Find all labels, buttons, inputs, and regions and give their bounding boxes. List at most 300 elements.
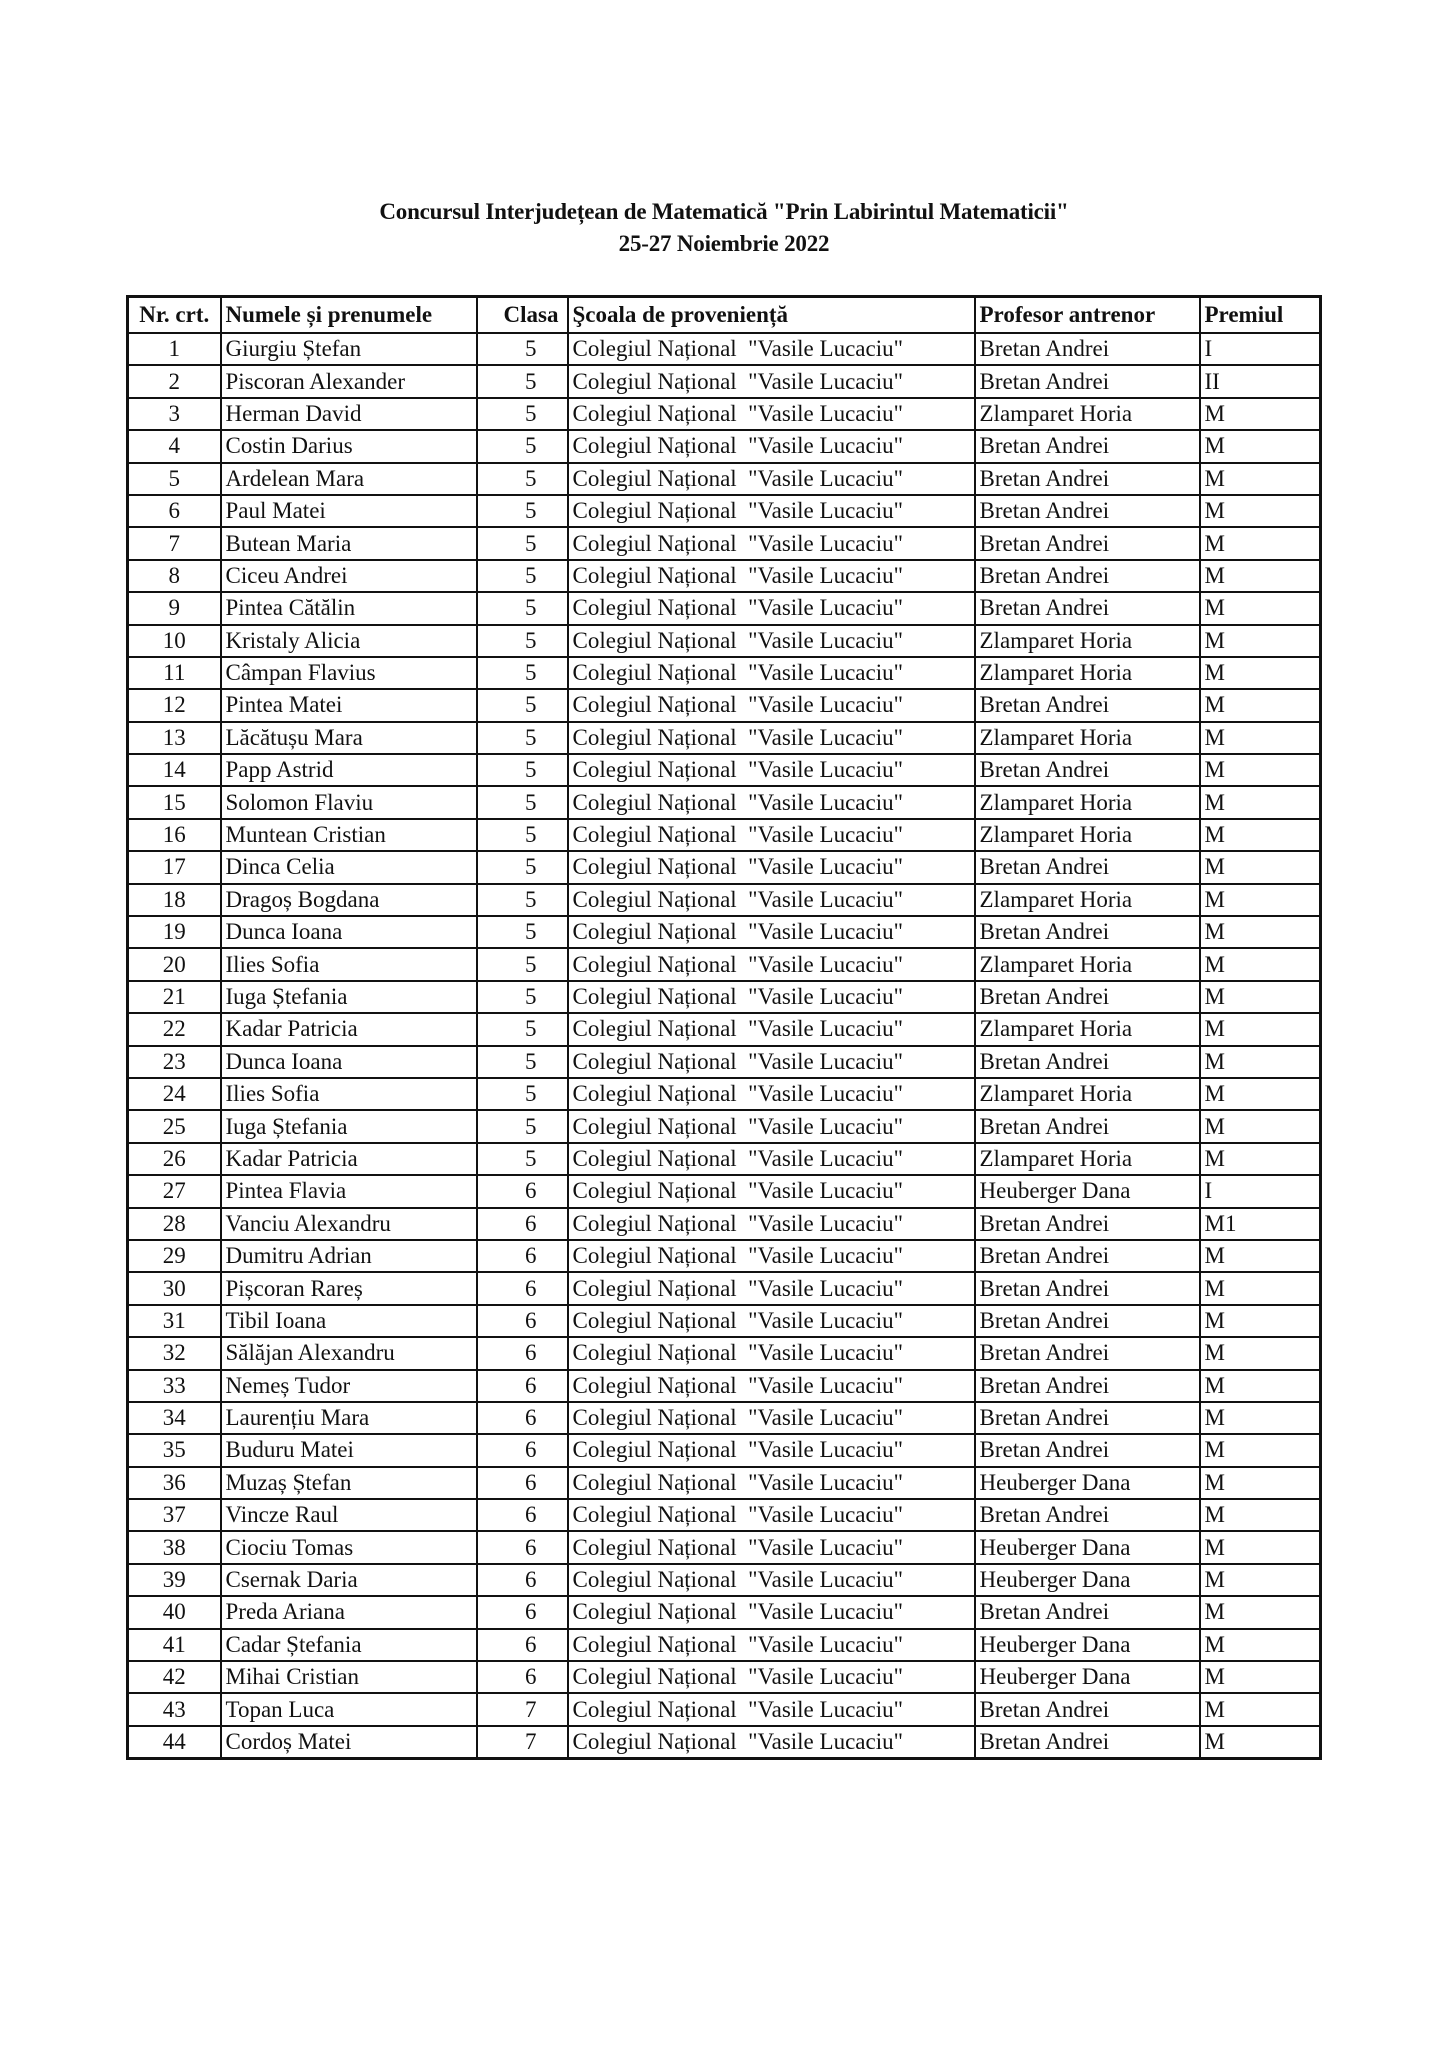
cell-school: Colegiul Național "Vasile Lucaciu" [568, 1143, 975, 1175]
cell-clasa: 6 [477, 1564, 568, 1596]
cell-name: Tibil Ioana [221, 1305, 477, 1337]
table-row [128, 430, 1321, 462]
cell-prize: M1 [1200, 1208, 1321, 1240]
cell-name: Csernak Daria [221, 1564, 477, 1596]
cell-school: Colegiul Național "Vasile Lucaciu" [568, 981, 975, 1013]
cell-prof: Heuberger Dana [975, 1531, 1200, 1563]
cell-school: Colegiul Național "Vasile Lucaciu" [568, 398, 975, 430]
cell-prof: Heuberger Dana [975, 1661, 1200, 1693]
cell-clasa: 6 [477, 1402, 568, 1434]
cell-clasa: 5 [477, 625, 568, 657]
cell-prof: Zlamparet Horia [975, 657, 1200, 689]
cell-nr: 5 [128, 463, 221, 495]
cell-clasa: 6 [477, 1272, 568, 1304]
cell-school: Colegiul Național "Vasile Lucaciu" [568, 1078, 975, 1110]
cell-nr: 33 [128, 1370, 221, 1402]
table-row [128, 1564, 1321, 1596]
cell-prize: M [1200, 1046, 1321, 1078]
cell-prof: Bretan Andrei [975, 1305, 1200, 1337]
cell-prize: M [1200, 722, 1321, 754]
cell-prize: M [1200, 884, 1321, 916]
cell-prof: Bretan Andrei [975, 527, 1200, 559]
cell-prize: M [1200, 657, 1321, 689]
cell-prof: Bretan Andrei [975, 333, 1200, 365]
table-row [128, 786, 1321, 818]
table-row [128, 851, 1321, 883]
cell-prof: Zlamparet Horia [975, 398, 1200, 430]
cell-school: Colegiul Național "Vasile Lucaciu" [568, 1629, 975, 1661]
cell-clasa: 5 [477, 689, 568, 721]
cell-prize: M [1200, 527, 1321, 559]
cell-name: Pișcoran Rareș [221, 1272, 477, 1304]
cell-prize: M [1200, 1434, 1321, 1466]
table-body [128, 333, 1321, 1759]
cell-prize: M [1200, 1596, 1321, 1628]
cell-prof: Zlamparet Horia [975, 722, 1200, 754]
cell-school: Colegiul Național "Vasile Lucaciu" [568, 884, 975, 916]
cell-clasa: 5 [477, 398, 568, 430]
cell-nr: 35 [128, 1434, 221, 1466]
cell-prize: M [1200, 463, 1321, 495]
table-row [128, 1531, 1321, 1563]
table-row [128, 1370, 1321, 1402]
cell-nr: 32 [128, 1337, 221, 1369]
cell-clasa: 5 [477, 1143, 568, 1175]
cell-clasa: 5 [477, 1078, 568, 1110]
cell-nr: 16 [128, 819, 221, 851]
cell-school: Colegiul Național "Vasile Lucaciu" [568, 495, 975, 527]
cell-clasa: 5 [477, 365, 568, 397]
cell-prize: I [1200, 1175, 1321, 1207]
cell-name: Muzaș Ștefan [221, 1467, 477, 1499]
cell-name: Sălăjan Alexandru [221, 1337, 477, 1369]
cell-prize: M [1200, 1078, 1321, 1110]
cell-school: Colegiul Național "Vasile Lucaciu" [568, 1046, 975, 1078]
cell-prof: Bretan Andrei [975, 463, 1200, 495]
cell-name: Pintea Matei [221, 689, 477, 721]
cell-school: Colegiul Național "Vasile Lucaciu" [568, 819, 975, 851]
cell-prize: M [1200, 495, 1321, 527]
table-row [128, 1596, 1321, 1628]
cell-nr: 24 [128, 1078, 221, 1110]
cell-name: Cordoș Matei [221, 1726, 477, 1759]
cell-clasa: 5 [477, 657, 568, 689]
cell-prof: Bretan Andrei [975, 1046, 1200, 1078]
cell-prize: M [1200, 430, 1321, 462]
cell-nr: 6 [128, 495, 221, 527]
cell-prize: M [1200, 754, 1321, 786]
cell-clasa: 6 [477, 1499, 568, 1531]
cell-name: Herman David [221, 398, 477, 430]
table-row [128, 1693, 1321, 1725]
cell-school: Colegiul Național "Vasile Lucaciu" [568, 1370, 975, 1402]
cell-clasa: 5 [477, 884, 568, 916]
table-row [128, 495, 1321, 527]
cell-clasa: 5 [477, 722, 568, 754]
cell-name: Ardelean Mara [221, 463, 477, 495]
cell-prof: Heuberger Dana [975, 1175, 1200, 1207]
cell-nr: 14 [128, 754, 221, 786]
table-row [128, 948, 1321, 980]
cell-nr: 39 [128, 1564, 221, 1596]
cell-prize: I [1200, 333, 1321, 365]
cell-prof: Bretan Andrei [975, 916, 1200, 948]
cell-clasa: 5 [477, 786, 568, 818]
cell-school: Colegiul Național "Vasile Lucaciu" [568, 1726, 975, 1759]
cell-school: Colegiul Național "Vasile Lucaciu" [568, 365, 975, 397]
cell-school: Colegiul Național "Vasile Lucaciu" [568, 1305, 975, 1337]
cell-prize: M [1200, 625, 1321, 657]
cell-name: Ciceu Andrei [221, 560, 477, 592]
cell-school: Colegiul Național "Vasile Lucaciu" [568, 689, 975, 721]
header-school: Şcoala de proveniență [568, 297, 975, 334]
cell-prize: M [1200, 1305, 1321, 1337]
cell-prize: M [1200, 851, 1321, 883]
cell-clasa: 5 [477, 430, 568, 462]
table-row [128, 1175, 1321, 1207]
cell-prize: M [1200, 1499, 1321, 1531]
cell-name: Ilies Sofia [221, 1078, 477, 1110]
cell-nr: 8 [128, 560, 221, 592]
cell-clasa: 6 [477, 1175, 568, 1207]
cell-nr: 9 [128, 592, 221, 624]
cell-prize: M [1200, 1661, 1321, 1693]
cell-school: Colegiul Național "Vasile Lucaciu" [568, 1272, 975, 1304]
cell-school: Colegiul Național "Vasile Lucaciu" [568, 916, 975, 948]
cell-school: Colegiul Național "Vasile Lucaciu" [568, 463, 975, 495]
cell-prof: Zlamparet Horia [975, 786, 1200, 818]
cell-nr: 7 [128, 527, 221, 559]
cell-nr: 17 [128, 851, 221, 883]
table-row [128, 1499, 1321, 1531]
cell-clasa: 6 [477, 1531, 568, 1563]
cell-nr: 4 [128, 430, 221, 462]
header-prof: Profesor antrenor [975, 297, 1200, 334]
cell-name: Solomon Flaviu [221, 786, 477, 818]
cell-prof: Zlamparet Horia [975, 819, 1200, 851]
table-row [128, 1726, 1321, 1759]
header-name: Numele și prenumele [221, 297, 477, 334]
cell-prize: M [1200, 948, 1321, 980]
cell-prof: Bretan Andrei [975, 495, 1200, 527]
cell-prize: M [1200, 819, 1321, 851]
cell-prize: M [1200, 1531, 1321, 1563]
cell-school: Colegiul Național "Vasile Lucaciu" [568, 722, 975, 754]
cell-prize: M [1200, 1272, 1321, 1304]
table-row [128, 365, 1321, 397]
cell-nr: 38 [128, 1531, 221, 1563]
cell-school: Colegiul Național "Vasile Lucaciu" [568, 1337, 975, 1369]
table-row [128, 333, 1321, 365]
table-row [128, 689, 1321, 721]
table-row [128, 819, 1321, 851]
cell-school: Colegiul Național "Vasile Lucaciu" [568, 1434, 975, 1466]
cell-name: Lăcătușu Mara [221, 722, 477, 754]
cell-clasa: 6 [477, 1434, 568, 1466]
cell-nr: 30 [128, 1272, 221, 1304]
cell-prof: Bretan Andrei [975, 1208, 1200, 1240]
table-row [128, 398, 1321, 430]
cell-prof: Zlamparet Horia [975, 1143, 1200, 1175]
cell-nr: 27 [128, 1175, 221, 1207]
cell-prof: Bretan Andrei [975, 1726, 1200, 1759]
table-row [128, 1402, 1321, 1434]
cell-nr: 2 [128, 365, 221, 397]
cell-name: Dunca Ioana [221, 1046, 477, 1078]
cell-nr: 41 [128, 1629, 221, 1661]
cell-school: Colegiul Național "Vasile Lucaciu" [568, 625, 975, 657]
cell-clasa: 5 [477, 527, 568, 559]
cell-name: Iuga Ștefania [221, 981, 477, 1013]
cell-school: Colegiul Național "Vasile Lucaciu" [568, 1564, 975, 1596]
cell-name: Ciociu Tomas [221, 1531, 477, 1563]
cell-clasa: 6 [477, 1370, 568, 1402]
table-row [128, 1240, 1321, 1272]
table-row [128, 657, 1321, 689]
cell-nr: 13 [128, 722, 221, 754]
table-row [128, 1434, 1321, 1466]
cell-school: Colegiul Național "Vasile Lucaciu" [568, 1467, 975, 1499]
cell-name: Buduru Matei [221, 1434, 477, 1466]
cell-prof: Zlamparet Horia [975, 948, 1200, 980]
cell-prize: M [1200, 1337, 1321, 1369]
cell-nr: 31 [128, 1305, 221, 1337]
cell-clasa: 6 [477, 1208, 568, 1240]
cell-nr: 18 [128, 884, 221, 916]
cell-prof: Bretan Andrei [975, 1434, 1200, 1466]
table-row [128, 1305, 1321, 1337]
cell-nr: 15 [128, 786, 221, 818]
cell-school: Colegiul Național "Vasile Lucaciu" [568, 657, 975, 689]
cell-prize: M [1200, 1693, 1321, 1725]
cell-clasa: 6 [477, 1629, 568, 1661]
cell-clasa: 5 [477, 560, 568, 592]
cell-nr: 34 [128, 1402, 221, 1434]
cell-nr: 25 [128, 1110, 221, 1142]
cell-prof: Heuberger Dana [975, 1564, 1200, 1596]
cell-prize: II [1200, 365, 1321, 397]
cell-school: Colegiul Național "Vasile Lucaciu" [568, 430, 975, 462]
cell-nr: 26 [128, 1143, 221, 1175]
cell-school: Colegiul Național "Vasile Lucaciu" [568, 948, 975, 980]
table-row [128, 722, 1321, 754]
cell-clasa: 5 [477, 916, 568, 948]
cell-name: Vincze Raul [221, 1499, 477, 1531]
cell-name: Kadar Patricia [221, 1143, 477, 1175]
table-row [128, 1143, 1321, 1175]
cell-prize: M [1200, 981, 1321, 1013]
cell-school: Colegiul Național "Vasile Lucaciu" [568, 1110, 975, 1142]
cell-prize: M [1200, 1240, 1321, 1272]
table-row [128, 463, 1321, 495]
cell-clasa: 5 [477, 592, 568, 624]
cell-name: Paul Matei [221, 495, 477, 527]
cell-school: Colegiul Național "Vasile Lucaciu" [568, 1661, 975, 1693]
cell-prize: M [1200, 1402, 1321, 1434]
cell-clasa: 5 [477, 463, 568, 495]
cell-nr: 12 [128, 689, 221, 721]
header-row [128, 297, 1321, 334]
cell-prize: M [1200, 1370, 1321, 1402]
cell-prof: Bretan Andrei [975, 754, 1200, 786]
cell-name: Preda Ariana [221, 1596, 477, 1628]
cell-prize: M [1200, 1110, 1321, 1142]
cell-school: Colegiul Național "Vasile Lucaciu" [568, 1402, 975, 1434]
table-row [128, 527, 1321, 559]
cell-nr: 44 [128, 1726, 221, 1759]
cell-clasa: 6 [477, 1305, 568, 1337]
cell-name: Costin Darius [221, 430, 477, 462]
cell-prof: Bretan Andrei [975, 689, 1200, 721]
cell-prof: Bretan Andrei [975, 1240, 1200, 1272]
cell-name: Dinca Celia [221, 851, 477, 883]
cell-school: Colegiul Național "Vasile Lucaciu" [568, 560, 975, 592]
cell-prof: Bretan Andrei [975, 560, 1200, 592]
cell-name: Dragoș Bogdana [221, 884, 477, 916]
cell-clasa: 5 [477, 495, 568, 527]
cell-name: Topan Luca [221, 1693, 477, 1725]
cell-prof: Bretan Andrei [975, 1499, 1200, 1531]
table-row [128, 1467, 1321, 1499]
cell-school: Colegiul Național "Vasile Lucaciu" [568, 754, 975, 786]
table-row [128, 1110, 1321, 1142]
cell-clasa: 5 [477, 851, 568, 883]
table-row [128, 916, 1321, 948]
cell-prof: Zlamparet Horia [975, 1013, 1200, 1045]
cell-clasa: 5 [477, 981, 568, 1013]
cell-prize: M [1200, 560, 1321, 592]
table-row [128, 1208, 1321, 1240]
table-row [128, 625, 1321, 657]
cell-name: Kristaly Alicia [221, 625, 477, 657]
cell-nr: 22 [128, 1013, 221, 1045]
cell-nr: 1 [128, 333, 221, 365]
cell-name: Cadar Ștefania [221, 1629, 477, 1661]
cell-name: Ilies Sofia [221, 948, 477, 980]
table-row [128, 1046, 1321, 1078]
cell-school: Colegiul Național "Vasile Lucaciu" [568, 1499, 975, 1531]
cell-prof: Zlamparet Horia [975, 625, 1200, 657]
cell-prof: Bretan Andrei [975, 1337, 1200, 1369]
cell-prof: Bretan Andrei [975, 365, 1200, 397]
cell-clasa: 5 [477, 1110, 568, 1142]
cell-name: Nemeș Tudor [221, 1370, 477, 1402]
cell-clasa: 6 [477, 1596, 568, 1628]
table-row [128, 1337, 1321, 1369]
cell-clasa: 6 [477, 1467, 568, 1499]
cell-prof: Bretan Andrei [975, 1272, 1200, 1304]
table-row [128, 1661, 1321, 1693]
cell-nr: 21 [128, 981, 221, 1013]
cell-prof: Zlamparet Horia [975, 1078, 1200, 1110]
document-date: 25-27 Noiembrie 2022 [618, 231, 830, 256]
cell-clasa: 6 [477, 1661, 568, 1693]
cell-clasa: 6 [477, 1240, 568, 1272]
document-title: Concursul Interjudețean de Matematică "Prin Labirintul Matematicii" [379, 199, 1069, 224]
cell-clasa: 7 [477, 1726, 568, 1759]
cell-prize: M [1200, 1564, 1321, 1596]
cell-nr: 19 [128, 916, 221, 948]
cell-nr: 28 [128, 1208, 221, 1240]
cell-clasa: 5 [477, 1013, 568, 1045]
cell-name: Papp Astrid [221, 754, 477, 786]
cell-school: Colegiul Național "Vasile Lucaciu" [568, 1240, 975, 1272]
cell-name: Muntean Cristian [221, 819, 477, 851]
table-row [128, 1629, 1321, 1661]
cell-clasa: 5 [477, 1046, 568, 1078]
cell-clasa: 5 [477, 333, 568, 365]
cell-nr: 37 [128, 1499, 221, 1531]
cell-prof: Bretan Andrei [975, 981, 1200, 1013]
table-row [128, 1272, 1321, 1304]
cell-nr: 36 [128, 1467, 221, 1499]
cell-nr: 23 [128, 1046, 221, 1078]
cell-name: Dumitru Adrian [221, 1240, 477, 1272]
cell-clasa: 5 [477, 819, 568, 851]
cell-prize: M [1200, 916, 1321, 948]
cell-nr: 3 [128, 398, 221, 430]
cell-prize: M [1200, 1629, 1321, 1661]
cell-nr: 11 [128, 657, 221, 689]
cell-school: Colegiul Național "Vasile Lucaciu" [568, 1693, 975, 1725]
cell-prof: Bretan Andrei [975, 1370, 1200, 1402]
table-row [128, 1013, 1321, 1045]
cell-prize: M [1200, 1726, 1321, 1759]
cell-school: Colegiul Național "Vasile Lucaciu" [568, 1208, 975, 1240]
cell-prize: M [1200, 398, 1321, 430]
table-row [128, 981, 1321, 1013]
cell-clasa: 5 [477, 948, 568, 980]
cell-school: Colegiul Național "Vasile Lucaciu" [568, 592, 975, 624]
table-row [128, 884, 1321, 916]
table-row [128, 1078, 1321, 1110]
cell-school: Colegiul Național "Vasile Lucaciu" [568, 1013, 975, 1045]
cell-school: Colegiul Național "Vasile Lucaciu" [568, 1531, 975, 1563]
cell-name: Giurgiu Ștefan [221, 333, 477, 365]
cell-prize: M [1200, 1467, 1321, 1499]
cell-school: Colegiul Național "Vasile Lucaciu" [568, 1175, 975, 1207]
cell-prize: M [1200, 1013, 1321, 1045]
cell-clasa: 6 [477, 1337, 568, 1369]
cell-name: Butean Maria [221, 527, 477, 559]
cell-school: Colegiul Național "Vasile Lucaciu" [568, 527, 975, 559]
cell-name: Iuga Ștefania [221, 1110, 477, 1142]
cell-name: Piscoran Alexander [221, 365, 477, 397]
cell-prof: Bretan Andrei [975, 592, 1200, 624]
cell-prof: Bretan Andrei [975, 430, 1200, 462]
cell-nr: 29 [128, 1240, 221, 1272]
table-row [128, 592, 1321, 624]
cell-prof: Heuberger Dana [975, 1467, 1200, 1499]
cell-school: Colegiul Național "Vasile Lucaciu" [568, 1596, 975, 1628]
cell-nr: 10 [128, 625, 221, 657]
cell-school: Colegiul Național "Vasile Lucaciu" [568, 786, 975, 818]
cell-name: Dunca Ioana [221, 916, 477, 948]
cell-prof: Bretan Andrei [975, 1110, 1200, 1142]
header-clasa: Clasa [477, 297, 568, 334]
cell-name: Mihai Cristian [221, 1661, 477, 1693]
table-row [128, 754, 1321, 786]
table-header [128, 297, 1321, 334]
cell-prize: M [1200, 1143, 1321, 1175]
cell-name: Pintea Cătălin [221, 592, 477, 624]
cell-school: Colegiul Național "Vasile Lucaciu" [568, 851, 975, 883]
header-nr: Nr. crt. [128, 297, 221, 334]
cell-prof: Bretan Andrei [975, 1693, 1200, 1725]
table-row [128, 560, 1321, 592]
cell-prof: Bretan Andrei [975, 851, 1200, 883]
cell-prof: Bretan Andrei [975, 1402, 1200, 1434]
